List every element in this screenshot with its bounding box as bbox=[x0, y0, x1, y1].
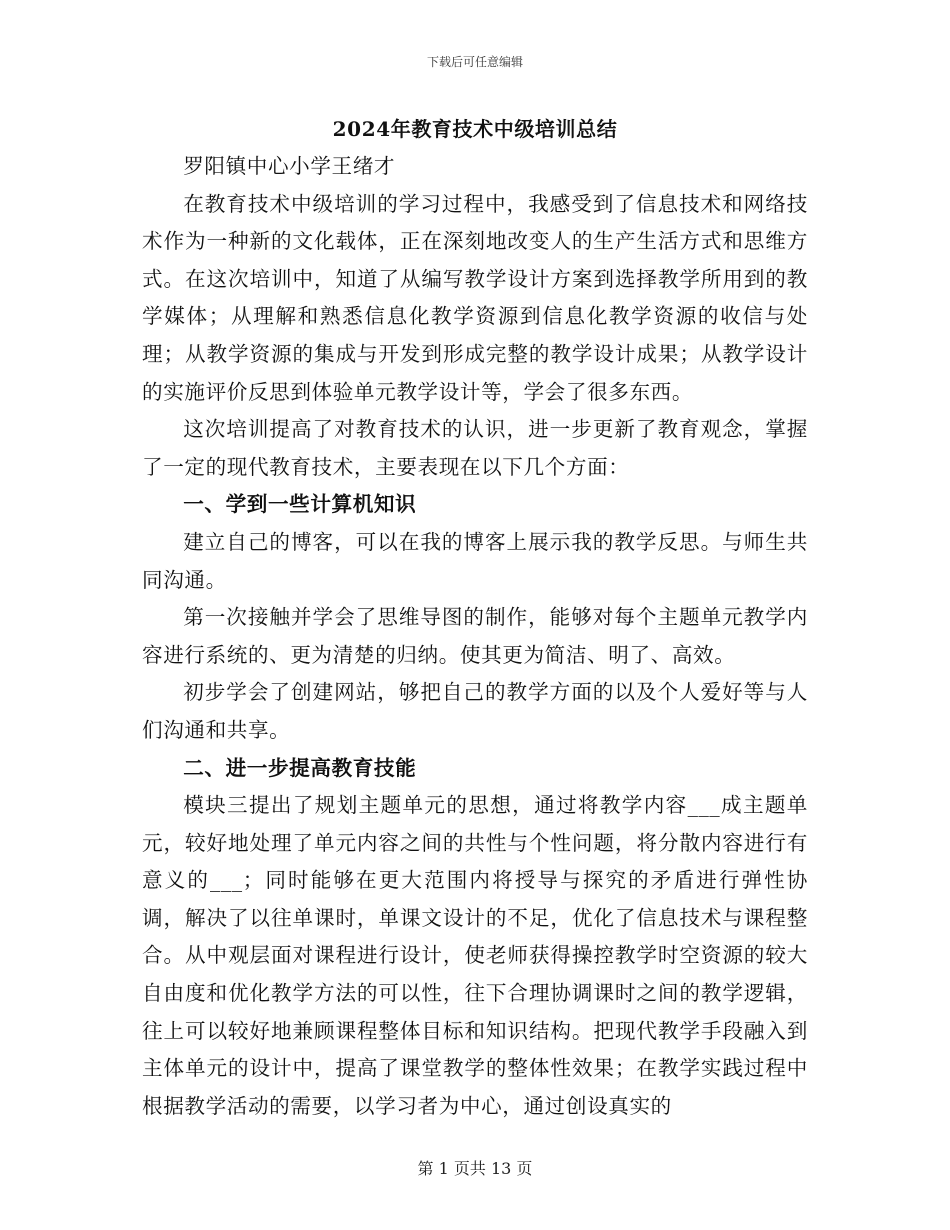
paragraph: 第一次接触并学会了思维导图的制作，能够对每个主题单元教学内容进行系统的、更为清楚的归纳。使其更为简洁、明了、高效。 bbox=[142, 605, 808, 667]
document-title: 2024年教育技术中级培训总结 bbox=[332, 117, 618, 141]
page-header: 下载后可任意编辑 bbox=[426, 55, 523, 69]
section-heading-1: 一、学到一些计算机知识 bbox=[183, 492, 417, 517]
paragraph: 在教育技术中级培训的学习过程中，我感受到了信息技术和网络技术作为一种新的文化载体，正在深刻地改变人的生产生活方式和思维方式。在这次培训中，知道了从编写教学设计方案到选择教学所用到的教学媒体；从理解和熟悉信息化教学资源到信息化教学资源的收信与处理；从教学资源的集成与开发到形成完整的教学设计成果；从教学设计的实施评价反思到体验单元教学设计等，学会了很多东西。 bbox=[142, 191, 808, 404]
page-footer: 第 1 页共 13 页 bbox=[417, 1159, 533, 1178]
paragraph: 模块三提出了规划主题单元的思想，通过将教学内容___成主题单元，较好地处理了单元内容之间的共性与个性问题，将分散内容进行有意义的___；同时能够在更大范围内将授导与探究的矛盾进行弹性协调，解决了以往单课时，单课文设计的不足，优化了信息技术与课程整合。从中观层面对课程进行设计，使老师获得操控教学时空资源的较大自由度和优化教学方法的可以性，往下合理协调课时之间的教学逻辑，往上可以较好地兼顾课程整体目标和知识结构。把现代教学手段融入到主体单元的设计中，提高了课堂教学的整体性效果；在教学实践过程中根据教学活动的需要，以学习者为中心，通过创设真实的 bbox=[142, 793, 808, 1118]
paragraph: 建立自己的博客，可以在我的博客上展示我的教学反思。与师生共同沟通。 bbox=[142, 529, 808, 592]
paragraph: 初步学会了创建网站，够把自己的教学方面的以及个人爱好等与人们沟通和共享。 bbox=[142, 680, 808, 742]
paragraph: 这次培训提高了对教育技术的认识，进一步更新了教育观念，掌握了一定的现代教育技术，主要表现在以下几个方面： bbox=[142, 417, 808, 479]
section-heading-2: 二、进一步提高教育技能 bbox=[183, 755, 417, 780]
document-body bbox=[142, 110, 808, 1125]
document-author: 罗阳镇中心小学王绪才 bbox=[183, 154, 396, 178]
